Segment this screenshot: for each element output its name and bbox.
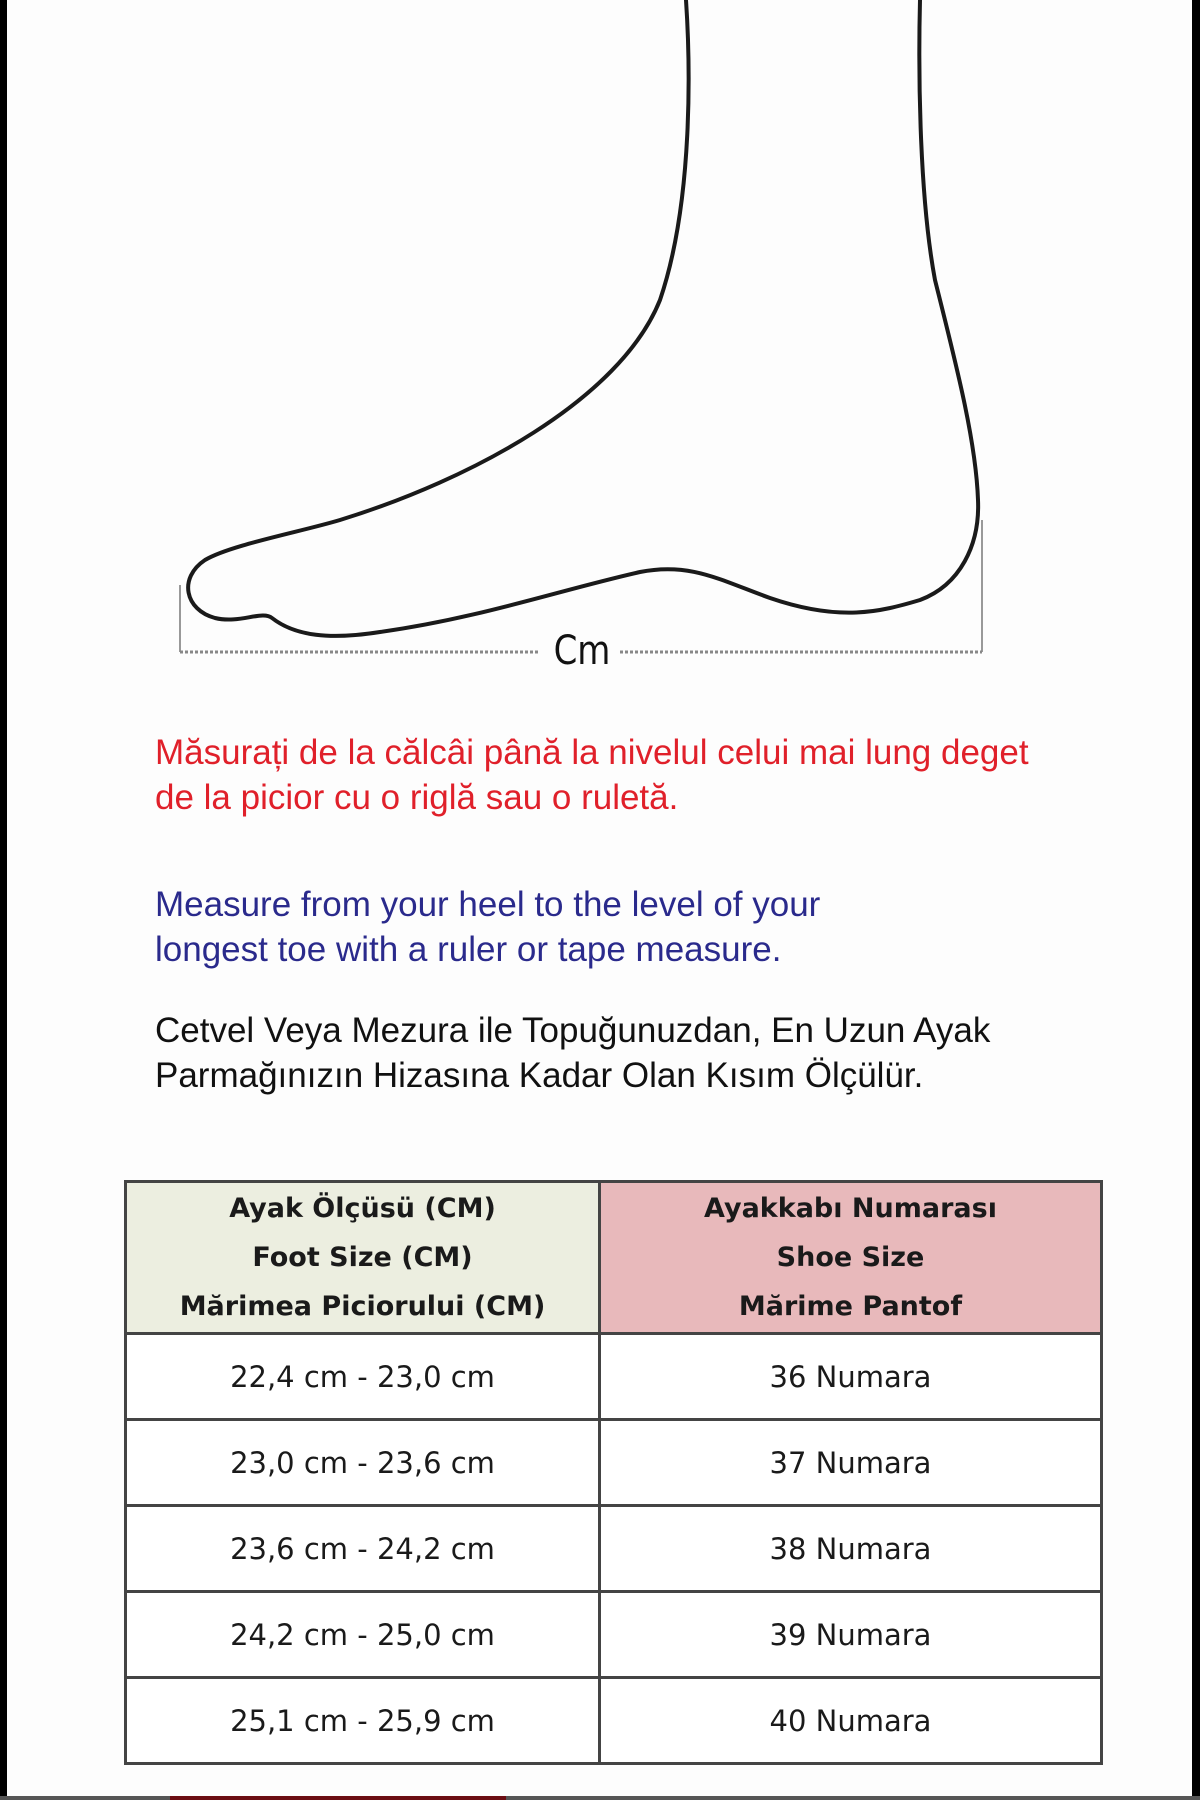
- foot-header-en: Foot Size (CM): [252, 1242, 473, 1273]
- shoe-size-cell: 39 Numara: [600, 1592, 1102, 1678]
- bottom-progress-bar: [0, 1796, 1200, 1800]
- foot-size-cell: 23,6 cm - 24,2 cm: [126, 1506, 600, 1592]
- instruction-english: Measure from your heel to the level of your longest toe with a ruler or tape measure.: [155, 885, 821, 969]
- instruction-romanian: Măsurați de la călcâi până la nivelul celui mai lung deget de la picior cu o riglă sau o ruletă.: [155, 733, 1029, 817]
- shoe-header-en: Shoe Size: [776, 1242, 925, 1273]
- shoe-size-header: [600, 1182, 1102, 1334]
- table-row: [126, 1592, 1102, 1678]
- shoe-header-ro: Mărime Pantof: [738, 1291, 963, 1322]
- measure-label: Cm: [553, 628, 611, 674]
- foot-size-cell: 24,2 cm - 25,0 cm: [126, 1592, 600, 1678]
- foot-header-tr: Ayak Ölçüsü (CM): [229, 1193, 496, 1224]
- table-header-row: [126, 1182, 1102, 1334]
- shoe-header-tr: Ayakkabı Numarası: [704, 1193, 997, 1224]
- instruction-turkish: Cetvel Veya Mezura ile Topuğunuzdan, En Uzun Ayak Parmağınızın Hizasına Kadar Olan Kısım Ölçülür.: [155, 1011, 991, 1095]
- shoe-size-cell: 40 Numara: [600, 1678, 1102, 1764]
- table-row: [126, 1506, 1102, 1592]
- progress-segment: [170, 1796, 506, 1800]
- shoe-size-cell: 37 Numara: [600, 1420, 1102, 1506]
- size-chart-table: [124, 1180, 1103, 1765]
- foot-size-cell: 23,0 cm - 23,6 cm: [126, 1420, 600, 1506]
- foot-size-cell: 25,1 cm - 25,9 cm: [126, 1678, 600, 1764]
- foot-size-header: [126, 1182, 600, 1334]
- size-guide-page: [7, 0, 1192, 1796]
- foot-header-ro: Mărimea Piciorului (CM): [179, 1291, 546, 1322]
- table-row: [126, 1420, 1102, 1506]
- shoe-size-cell: 36 Numara: [600, 1334, 1102, 1420]
- table-row: [126, 1334, 1102, 1420]
- shoe-size-cell: 38 Numara: [600, 1506, 1102, 1592]
- foot-size-cell: 22,4 cm - 23,0 cm: [126, 1334, 600, 1420]
- foot-outline-icon: [7, 0, 1192, 680]
- table-row: [126, 1678, 1102, 1764]
